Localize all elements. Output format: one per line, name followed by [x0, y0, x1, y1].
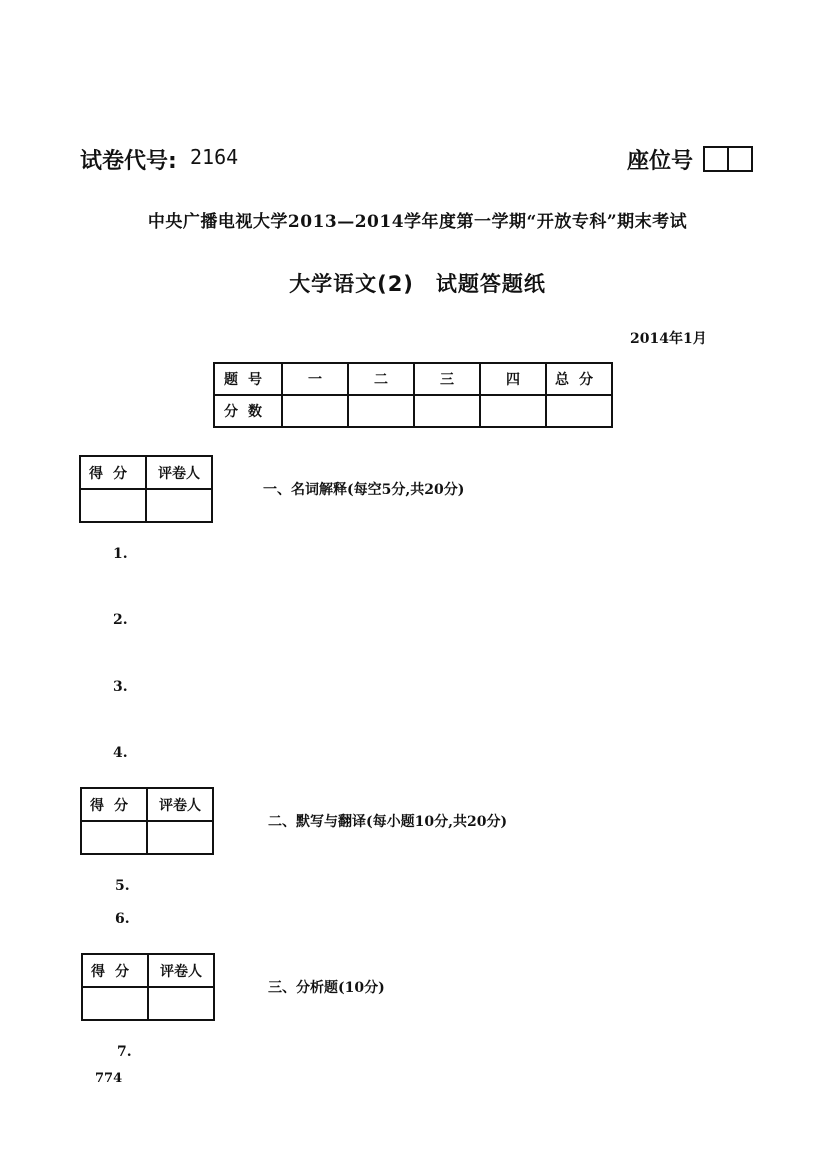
question-number: 6. [115, 911, 130, 927]
seat-number-boxes [703, 146, 753, 172]
score-label: 得分 [81, 788, 147, 821]
score-cell [82, 987, 148, 1020]
question-number: 5. [115, 878, 130, 894]
section-title: 二、默写与翻译(每小题10分,共20分) [268, 814, 508, 830]
grader-cell [148, 987, 214, 1020]
table-header-cell: 三 [414, 363, 480, 395]
table-row [214, 363, 612, 395]
grader-label: 评卷人 [147, 788, 213, 821]
score-cell [81, 821, 147, 854]
table-row [80, 489, 212, 522]
grader-label: 评卷人 [148, 954, 214, 987]
grader-cell [146, 489, 212, 522]
table-row [82, 987, 214, 1020]
table-row [82, 954, 214, 987]
score-label: 得分 [82, 954, 148, 987]
question-number: 3. [113, 679, 128, 695]
table-row [81, 788, 213, 821]
grader-label: 评卷人 [146, 456, 212, 489]
question-number: 1. [113, 546, 128, 562]
score-cell [480, 395, 546, 427]
exam-code-value: 2164 [190, 145, 239, 169]
question-number: 7. [117, 1044, 132, 1060]
table-header-cell: 一 [282, 363, 348, 395]
grader-cell [147, 821, 213, 854]
section-title: 三、分析题(10分) [268, 980, 385, 996]
grader-box [80, 787, 214, 855]
table-header-cell: 四 [480, 363, 546, 395]
exam-date: 2014年1月 [630, 331, 707, 347]
seat-number-label: 座位号 [627, 149, 694, 174]
table-header-cell: 题号 [214, 363, 282, 395]
score-cell [282, 395, 348, 427]
seat-box [703, 146, 729, 172]
score-cell [80, 489, 146, 522]
exam-title-line: 中央广播电视大学2013—2014学年度第一学期“开放专科”期末考试 [147, 212, 688, 232]
seat-box [729, 146, 753, 172]
grader-box [81, 953, 215, 1021]
table-row [81, 821, 213, 854]
subject-title: 大学语文(2) 试题答题纸 [289, 272, 546, 296]
section-title: 一、名词解释(每空5分,共20分) [263, 482, 465, 498]
score-cell [348, 395, 414, 427]
exam-code-label: 试卷代号: [80, 149, 177, 174]
score-cell [546, 395, 612, 427]
score-cell [414, 395, 480, 427]
table-row-label: 分数 [214, 395, 282, 427]
table-header-cell: 二 [348, 363, 414, 395]
table-header-cell: 总分 [546, 363, 612, 395]
grader-box [79, 455, 213, 523]
page-number: 774 [95, 1071, 123, 1086]
score-label: 得分 [80, 456, 146, 489]
table-row [80, 456, 212, 489]
question-number: 2. [113, 612, 128, 628]
question-number: 4. [113, 745, 128, 761]
score-summary-table [213, 362, 613, 428]
table-row [214, 395, 612, 427]
